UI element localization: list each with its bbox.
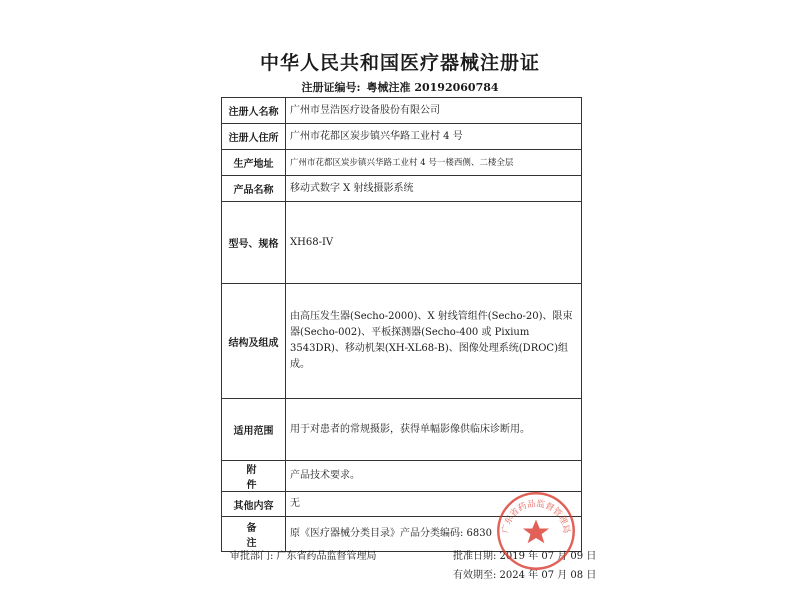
production-address-value: 广州市花都区炭步镇兴华路工业村 4 号一楼西侧、二楼全层 — [286, 150, 582, 176]
attachment-value: 产品技术要求。 — [286, 461, 582, 492]
structure-label: 结构及组成 — [222, 284, 286, 399]
registration-number-line — [0, 79, 800, 95]
registrant-address-label: 注册人住所 — [222, 124, 286, 150]
other-content-value: 无 — [286, 492, 582, 517]
approval-date: 批准日期: 2019 年 07 月 09 日 — [453, 551, 597, 562]
table-row — [222, 124, 582, 150]
valid-until-date: 有效期至: 2024 年 07 月 08 日 — [453, 570, 597, 581]
certificate-table — [221, 97, 582, 552]
registrant-address-value: 广州市花都区炭步镇兴华路工业村 4 号 — [286, 124, 582, 150]
star-icon — [523, 520, 549, 544]
model-spec-value: XH68-IV — [286, 202, 582, 284]
table-row — [222, 176, 582, 202]
production-address-label: 生产地址 — [222, 150, 286, 176]
table-row — [222, 202, 582, 284]
remarks-value: 原《医疗器械分类目录》产品分类编码: 6830 — [286, 517, 582, 552]
registration-number: 粤械注准 20192060784 — [366, 81, 499, 94]
product-name-label: 产品名称 — [222, 176, 286, 202]
official-seal — [495, 490, 577, 572]
remarks-label: 备注 — [222, 517, 286, 552]
other-content-label: 其他内容 — [222, 492, 286, 517]
table-row — [222, 461, 582, 492]
approval-department: 审批部门: 广东省药品监督管理局 — [230, 551, 377, 562]
registrant-name-label: 注册人名称 — [222, 98, 286, 124]
table-row — [222, 284, 582, 399]
seal-text: 广东省药品监督管理局 — [500, 499, 572, 535]
structure-value: 由高压发生器(Secho-2000)、X 射线管组件(Secho-20)、限束器(Secho-002)、平板探测器(Secho-400 或 Pixium 3543DR)、移动机架(XH-XL68-B)、图像处理系统(DROC)组成。 — [286, 284, 582, 399]
table-row — [222, 98, 582, 124]
model-spec-label: 型号、规格 — [222, 202, 286, 284]
scope-value: 用于对患者的常规摄影，获得单幅影像供临床诊断用。 — [286, 399, 582, 461]
attachment-label: 附件 — [222, 461, 286, 492]
scope-label: 适用范围 — [222, 399, 286, 461]
product-name-value: 移动式数字 X 射线摄影系统 — [286, 176, 582, 202]
table-row — [222, 150, 582, 176]
certificate-title: 中华人民共和国医疗器械注册证 — [259, 52, 540, 74]
table-row — [222, 399, 582, 461]
registrant-name-value: 广州市昱浩医疗设备股份有限公司 — [286, 98, 582, 124]
registration-number-label: 注册证编号: — [301, 81, 361, 94]
